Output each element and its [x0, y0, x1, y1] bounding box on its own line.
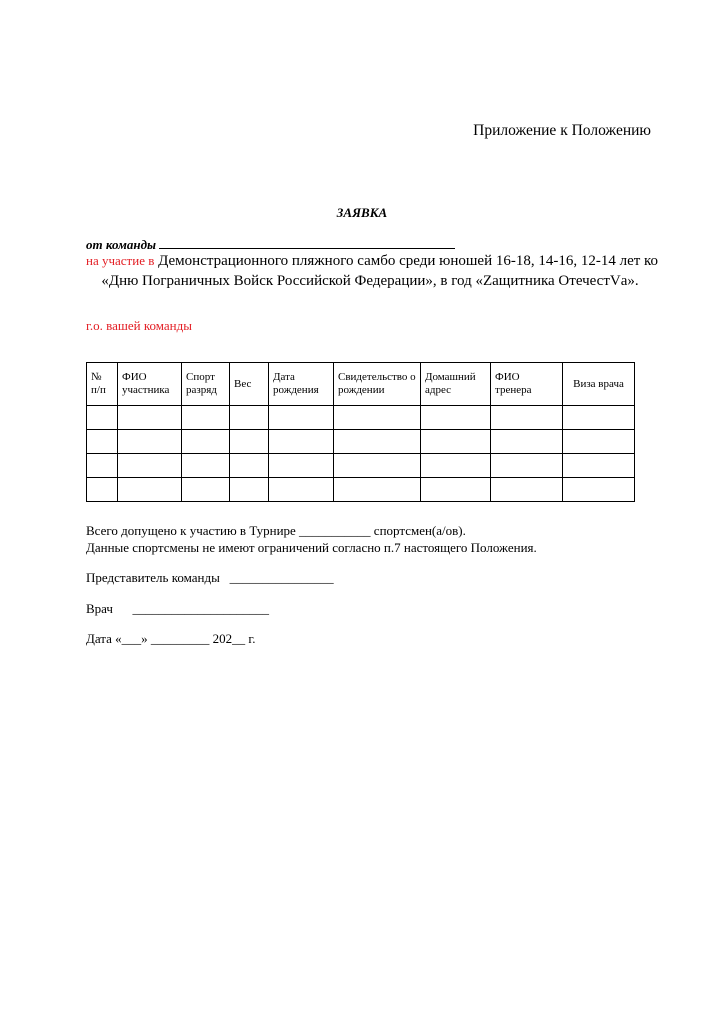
- table-cell[interactable]: [269, 454, 334, 478]
- table-cell[interactable]: [182, 478, 230, 502]
- table-cell[interactable]: [334, 430, 421, 454]
- table-row: [87, 478, 635, 502]
- header-cell-birth-date: Дата рождения: [269, 363, 334, 406]
- representative-line: [86, 570, 334, 586]
- allowed-prefix: Всего допущено к участию в Турнире: [86, 523, 296, 538]
- table-cell[interactable]: [87, 430, 118, 454]
- representative-blank[interactable]: ________________: [229, 570, 334, 585]
- table-cell[interactable]: [421, 454, 491, 478]
- table-cell[interactable]: [118, 430, 182, 454]
- table-cell[interactable]: [118, 478, 182, 502]
- table-cell[interactable]: [87, 454, 118, 478]
- table-row: [87, 454, 635, 478]
- table-row: [87, 430, 635, 454]
- table-cell[interactable]: [563, 478, 635, 502]
- team-name-blank[interactable]: [159, 236, 455, 249]
- table-cell[interactable]: [230, 454, 269, 478]
- table-cell[interactable]: [563, 454, 635, 478]
- table-cell[interactable]: [182, 454, 230, 478]
- participants-table: [86, 362, 635, 502]
- table-cell[interactable]: [421, 478, 491, 502]
- allowed-suffix: спортсмен(а/ов).: [373, 523, 466, 538]
- table-cell[interactable]: [269, 406, 334, 430]
- table-cell[interactable]: [230, 478, 269, 502]
- appendix-caption: Приложение к Положению: [473, 122, 651, 139]
- table-cell[interactable]: [118, 406, 182, 430]
- table-cell[interactable]: [182, 406, 230, 430]
- event-text-1: Демонстрационного пляжного самбо среди юношей 16-18, 14-16, 12-14 лет ко: [158, 253, 659, 269]
- form-title: ЗАЯВКА: [336, 205, 388, 220]
- header-cell-participant: ФИО участника: [118, 363, 182, 406]
- table-cell[interactable]: [491, 430, 563, 454]
- table-cell[interactable]: [230, 430, 269, 454]
- table-cell[interactable]: [334, 478, 421, 502]
- table-cell[interactable]: [563, 430, 635, 454]
- participation-prefix: на участие в: [86, 253, 155, 268]
- allowed-count-blank[interactable]: ___________: [299, 523, 371, 538]
- date-line[interactable]: Дата «___» _________ 202__ г.: [86, 631, 256, 646]
- no-limits-statement: Данные спортсмены не имеют ограничений согласно п.7 настоящего Положения.: [86, 540, 537, 555]
- header-cell-coach: ФИО тренера: [491, 363, 563, 406]
- table-body: [87, 406, 635, 502]
- header-cell-birth-certificate: Свидетельство о рождении: [334, 363, 421, 406]
- table-cell[interactable]: [269, 430, 334, 454]
- event-line-2: «Дню Пограничных Войск Российской Федерации», в год «Zащитника ОтечестVа».: [101, 273, 639, 289]
- doctor-label: Врач: [86, 601, 113, 616]
- header-cell-number: № п/п: [87, 363, 118, 406]
- table-cell[interactable]: [491, 406, 563, 430]
- table-row: [87, 406, 635, 430]
- doctor-blank[interactable]: _____________________: [132, 601, 269, 616]
- table-cell[interactable]: [334, 406, 421, 430]
- table-cell[interactable]: [421, 406, 491, 430]
- representative-label: Представитель команды: [86, 570, 220, 585]
- doctor-line: [86, 601, 269, 617]
- table-cell[interactable]: [269, 478, 334, 502]
- team-line: [86, 236, 455, 253]
- allowed-line: [86, 523, 466, 539]
- header-cell-home-address: Домашний адрес: [421, 363, 491, 406]
- table-header-row: [87, 363, 635, 406]
- event-line-1: [86, 253, 658, 270]
- city-label: г.о. вашей команды: [86, 318, 192, 333]
- table-cell[interactable]: [182, 430, 230, 454]
- table-cell[interactable]: [87, 406, 118, 430]
- table-cell[interactable]: [491, 454, 563, 478]
- header-cell-doctor-visa: Виза врача: [563, 363, 635, 406]
- table-cell[interactable]: [230, 406, 269, 430]
- table-cell[interactable]: [563, 406, 635, 430]
- table-cell[interactable]: [491, 478, 563, 502]
- table-cell[interactable]: [334, 454, 421, 478]
- table-cell[interactable]: [421, 430, 491, 454]
- table-cell[interactable]: [87, 478, 118, 502]
- header-cell-sport-rank: Спорт разряд: [182, 363, 230, 406]
- header-cell-weight: Вес: [230, 363, 269, 406]
- team-label: от команды: [86, 237, 157, 252]
- table-cell[interactable]: [118, 454, 182, 478]
